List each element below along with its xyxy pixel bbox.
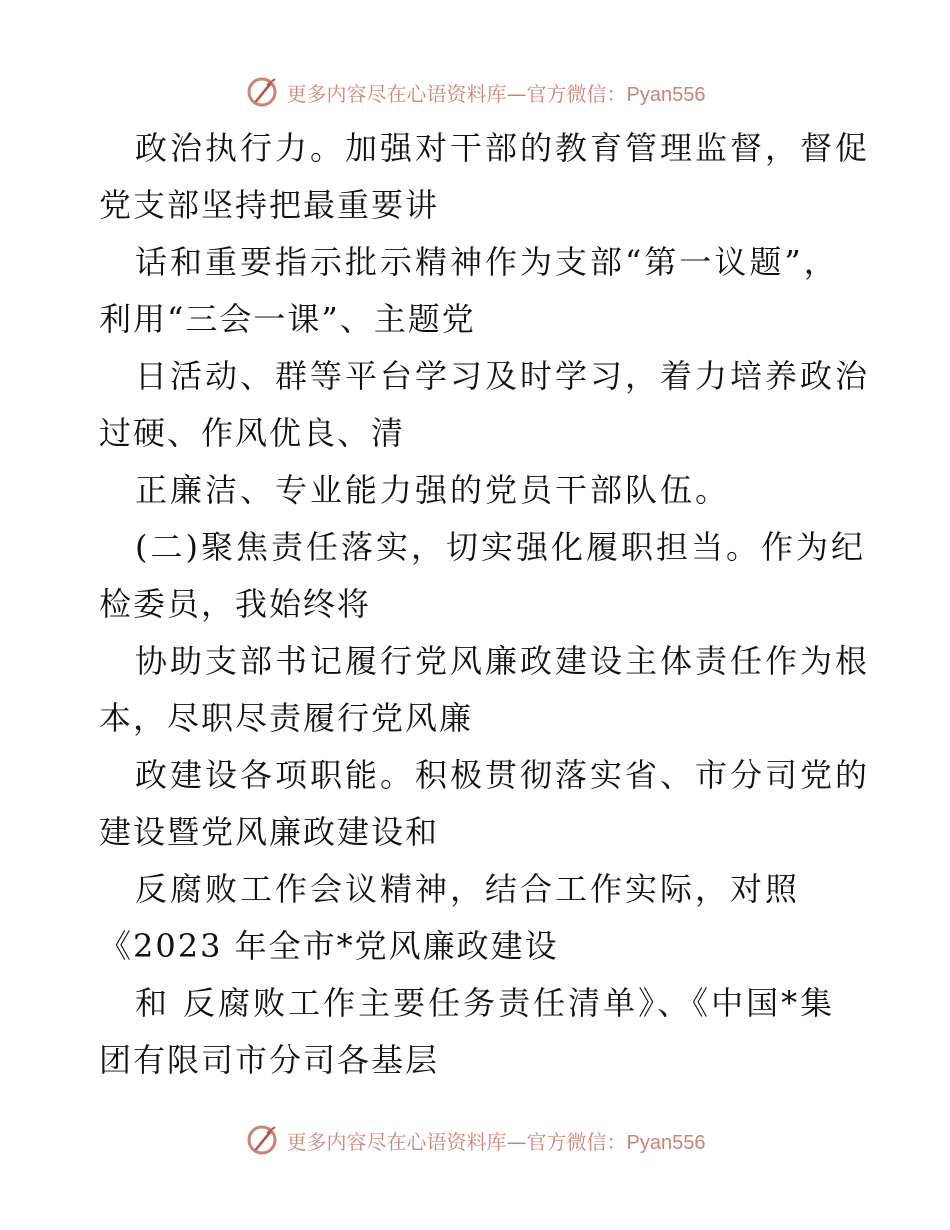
feather-pen-logo-icon [245,1123,279,1157]
paragraph-line: 正廉洁、专业能力强的党员干部队伍。 [135,471,731,509]
paragraph-line: 和 反腐败工作主要任务责任清单》、《中国*集 [135,984,836,1022]
paragraph-line: 日活动、群等平台学习及时学习，着力培养政治 [135,357,871,395]
footer-watermark [0,1120,950,1160]
watermark-text: 更多内容尽在心语资料库—官方微信：Pyan556 [286,81,706,106]
watermark-text: 更多内容尽在心语资料库—官方微信：Pyan556 [286,1129,706,1154]
paragraph-line: 反腐败工作会议精神，结合工作实际，对照 [135,870,801,908]
paragraph-line: 检委员，我始终将 [99,585,372,623]
feather-pen-logo-icon [245,75,279,109]
paragraph-line: 过硬、作风优良、清 [99,414,406,452]
paragraph-line: 《2023 年全市*党风廉政建设 [99,927,559,965]
paragraph-line: 团有限司市分司各基层 [99,1041,440,1079]
document-body [99,120,871,1089]
paragraph-line: 政建设各项职能。积极贯彻落实省、市分司党的 [135,756,871,794]
paragraph-line: 话和重要指示批示精神作为支部“第一议题”， [135,243,839,281]
paragraph-line: 本，尽职尽责履行党风廉 [99,699,474,737]
paragraph-line: 建设暨党风廉政建设和 [99,813,440,851]
paragraph-line: 政治执行力。加强对干部的教育管理监督，督促 [135,129,871,167]
header-watermark [0,72,950,112]
paragraph-line: 协助支部书记履行党风廉政建设主体责任作为根 [135,642,871,680]
section-heading-line: (二)聚焦责任落实，切实强化履职担当。作为纪 [135,528,866,566]
paragraph-line: 党支部坚持把最重要讲 [99,186,440,224]
paragraph-line: 利用“三会一课”、主题党 [99,300,476,338]
